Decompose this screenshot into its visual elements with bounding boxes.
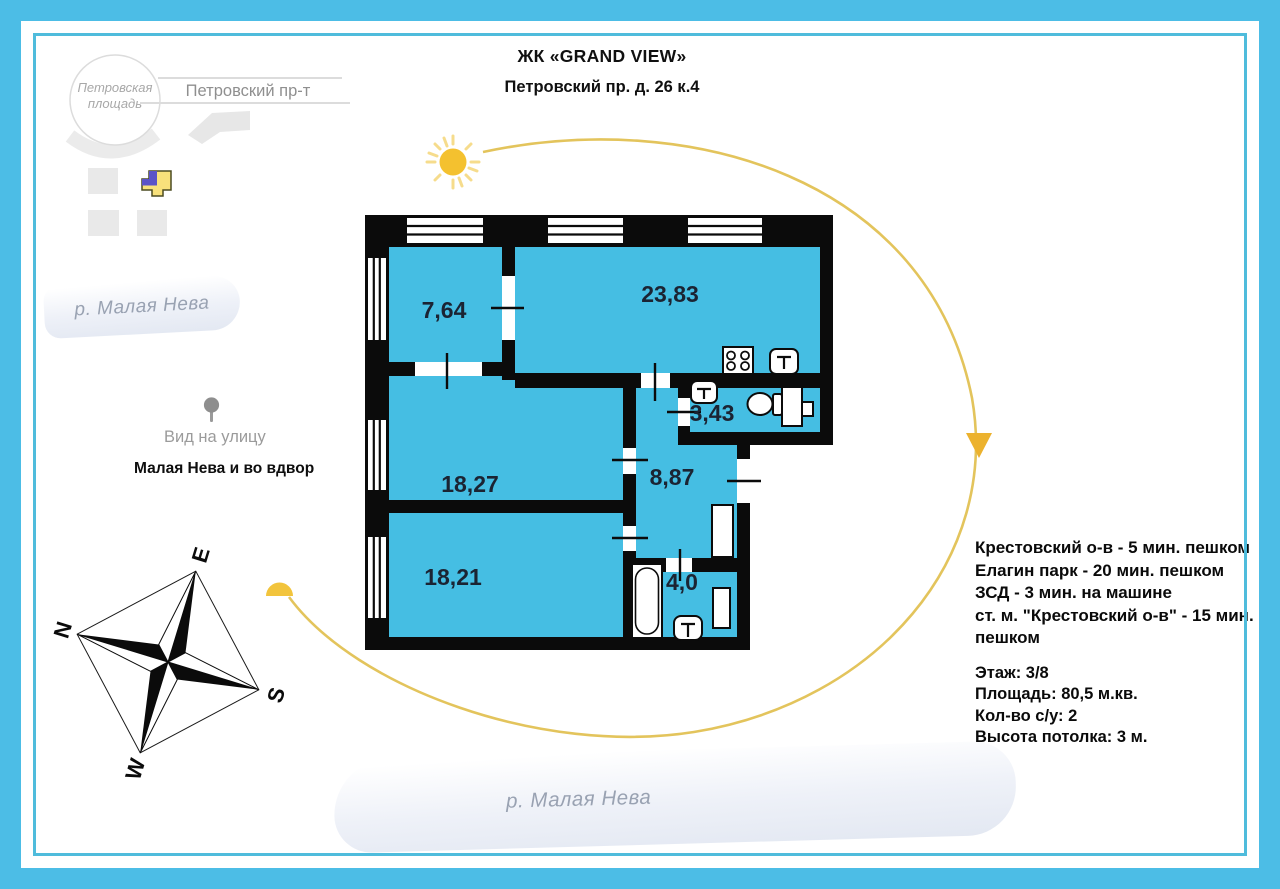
stove-icon	[723, 347, 753, 374]
map-square-label-line2: площадь	[87, 96, 143, 111]
info-block	[975, 537, 1265, 749]
detail-line-area: Площадь: 80,5 м.кв.	[975, 685, 1138, 703]
transit-line: ст. м. "Крестовский о-в" - 15 мин.	[975, 605, 1254, 625]
view-caption-bold: Малая Нева и во вдвор	[134, 460, 315, 477]
compass-label-s: S	[261, 684, 291, 706]
compass-rose	[30, 540, 300, 800]
washing-machine-icon	[713, 588, 730, 628]
bathtub-icon	[632, 564, 662, 638]
river-label-left: р. Малая Нева	[73, 292, 210, 321]
transit-info	[975, 537, 1265, 650]
room-area-label: 8,87	[649, 464, 695, 490]
closet-icon	[712, 505, 733, 557]
bathroom2-sink-icon	[674, 616, 702, 640]
map-square-label-line1: Петровская	[77, 80, 153, 95]
page-subtitle: Петровский пр. д. 26 к.4	[504, 78, 700, 96]
header	[392, 46, 812, 97]
transit-line: ЗСД - 3 мин. на машине	[975, 583, 1173, 602]
room-area-label: 3,43	[689, 400, 735, 426]
room-area-label: 18,27	[441, 471, 499, 497]
river-label-bottom: р. Малая Нева	[505, 785, 652, 813]
transit-line: Крестовский о-в - 5 мин. пешком	[975, 538, 1250, 557]
room-area-label: 18,21	[424, 564, 482, 590]
page-title: ЖК «GRAND VIEW»	[517, 46, 687, 66]
sun-path-arrow-icon	[966, 433, 992, 458]
detail-line-ceiling: Высота потолка: 3 м.	[975, 728, 1148, 746]
detail-line-bathrooms: Кол-во с/у: 2	[975, 706, 1078, 725]
view-caption: Вид на улицу	[164, 428, 266, 446]
compass-label-n: N	[48, 618, 78, 642]
room-area-label: 23,83	[641, 281, 699, 307]
map-pin-icon	[202, 396, 222, 428]
room-area-label: 4,0	[666, 569, 698, 595]
compass-arms	[49, 543, 286, 783]
floor-plan	[360, 210, 840, 660]
map-street-label: Петровский пр-т	[185, 82, 311, 100]
kitchen-sink-icon	[770, 349, 798, 374]
transit-line: Елагин парк - 20 мин. пешком	[975, 560, 1225, 580]
compass-label-w: W	[120, 755, 151, 783]
apartment-details	[975, 663, 1265, 749]
room-area-label: 7,64	[421, 297, 467, 323]
sun-icon	[427, 136, 479, 188]
transit-line: пешком	[975, 628, 1040, 647]
compass-label-e: E	[186, 544, 215, 566]
detail-line-floor: Этаж: 3/8	[975, 663, 1049, 682]
